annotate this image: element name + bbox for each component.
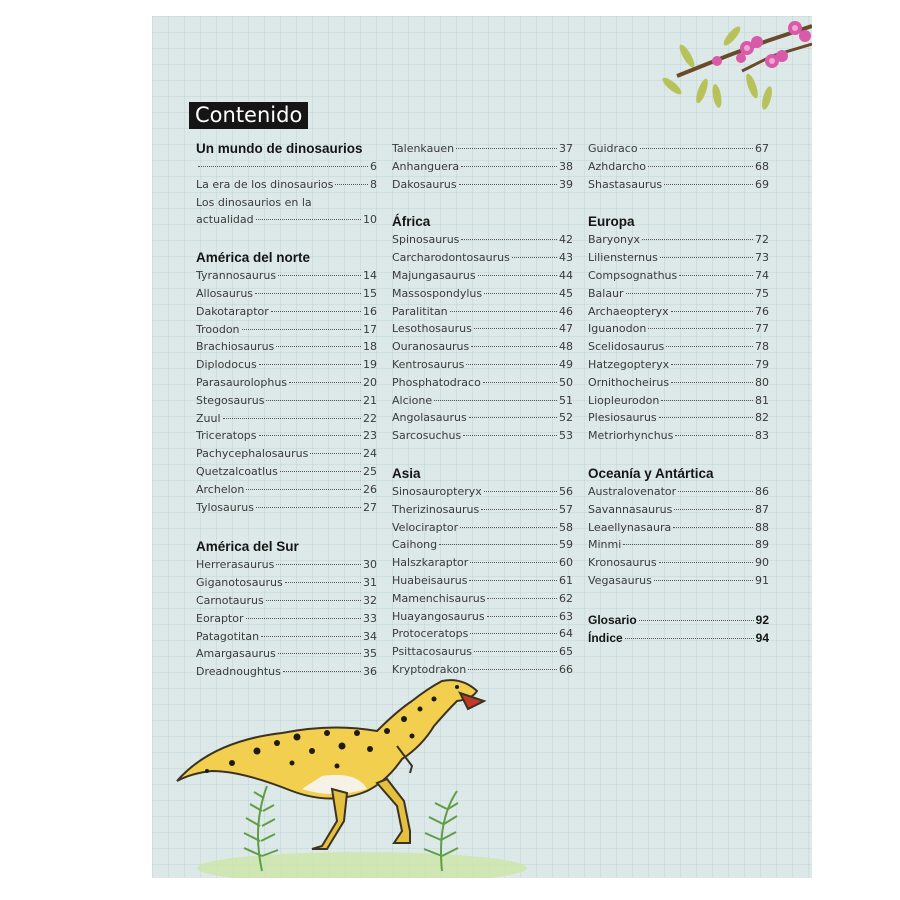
toc-entry-title: Vegasaurus bbox=[588, 573, 652, 587]
dot-leader bbox=[259, 435, 361, 436]
toc-entry[interactable] bbox=[588, 140, 769, 158]
toc-entry-page: 92 bbox=[755, 612, 769, 627]
toc-entry[interactable] bbox=[588, 320, 769, 338]
toc-entry-title: Metriorhynchus bbox=[588, 429, 674, 443]
dot-leader bbox=[459, 184, 557, 185]
toc-entry[interactable] bbox=[392, 231, 573, 249]
toc-entry-title: Huayangosaurus bbox=[392, 609, 485, 623]
toc-entry-title: Shastasaurus bbox=[588, 177, 663, 191]
dot-leader bbox=[278, 275, 361, 276]
toc-entry[interactable] bbox=[392, 249, 573, 267]
dot-leader bbox=[271, 311, 361, 312]
toc-entry-page: 25 bbox=[363, 464, 377, 478]
dot-leader bbox=[266, 400, 361, 401]
toc-entry[interactable] bbox=[588, 231, 769, 249]
toc-entry-page: 79 bbox=[755, 357, 769, 371]
toc-entry-title: Caihong bbox=[392, 538, 438, 552]
dot-leader bbox=[674, 509, 753, 510]
toc-entry[interactable] bbox=[392, 409, 573, 427]
toc-entry-page: 94 bbox=[755, 630, 769, 645]
toc-entry-title: Anhanguera bbox=[392, 159, 460, 173]
dot-leader bbox=[666, 346, 753, 347]
toc-entry[interactable] bbox=[196, 392, 377, 410]
toc-entry-page: 50 bbox=[559, 375, 573, 389]
toc-entry-page: 42 bbox=[559, 233, 573, 247]
dot-leader bbox=[276, 564, 361, 565]
toc-entry[interactable] bbox=[196, 321, 377, 339]
dot-leader bbox=[512, 257, 557, 258]
toc-entry-title: Patagotitan bbox=[196, 629, 260, 643]
toc-entry-title: Australovenator bbox=[588, 484, 677, 498]
dot-leader bbox=[246, 618, 362, 619]
dot-leader bbox=[289, 382, 361, 383]
toc-entry-page: 34 bbox=[363, 629, 377, 643]
toc-entry-page: 61 bbox=[559, 573, 573, 587]
toc-entry[interactable] bbox=[196, 499, 377, 517]
toc-entry-title: Massospondylus bbox=[392, 286, 483, 300]
toc-entry-page: 22 bbox=[363, 411, 377, 425]
toc-entry-title: Therizinosaurus bbox=[392, 502, 480, 516]
dot-leader bbox=[659, 562, 753, 563]
toc-entry-page: 57 bbox=[559, 502, 573, 516]
dot-leader bbox=[460, 527, 557, 528]
toc-entry[interactable] bbox=[392, 374, 573, 392]
toc-entry[interactable] bbox=[588, 249, 769, 267]
toc-entry[interactable] bbox=[588, 501, 769, 519]
toc-entry-page: 32 bbox=[363, 593, 377, 607]
toc-entry-page: 72 bbox=[755, 233, 769, 247]
dot-leader bbox=[259, 364, 361, 365]
dot-leader bbox=[664, 184, 753, 185]
dot-leader bbox=[285, 582, 361, 583]
section-heading-africa: África bbox=[392, 214, 431, 230]
toc-entry-title: Savannasaurus bbox=[588, 502, 673, 516]
toc-entry-page: 73 bbox=[755, 251, 769, 265]
toc-column-3 bbox=[588, 140, 769, 647]
toc-entry[interactable] bbox=[392, 285, 573, 303]
dot-leader bbox=[625, 638, 754, 639]
toc-entry-page: 17 bbox=[363, 322, 377, 336]
toc-entry-title: Baryonyx bbox=[588, 233, 641, 247]
toc-entry[interactable]: 6 bbox=[196, 158, 377, 176]
toc-entry[interactable] bbox=[392, 356, 573, 374]
toc-entry-page: 52 bbox=[559, 411, 573, 425]
dot-leader bbox=[461, 239, 557, 240]
toc-entry[interactable] bbox=[196, 592, 377, 610]
toc-entry-title: Halszkaraptor bbox=[392, 556, 469, 570]
dot-leader bbox=[659, 417, 753, 418]
toc-entry-title: Herrerasaurus bbox=[196, 558, 275, 572]
dot-leader bbox=[469, 417, 557, 418]
dot-leader bbox=[623, 544, 753, 545]
toc-entry[interactable] bbox=[588, 427, 769, 445]
toc-entry-page: 33 bbox=[363, 611, 377, 625]
dot-leader bbox=[223, 418, 361, 419]
toc-entry-page: 18 bbox=[363, 340, 377, 354]
toc-entry-page: 51 bbox=[559, 393, 573, 407]
toc-entry-title: Liopleurodon bbox=[588, 393, 660, 407]
toc-entry[interactable] bbox=[392, 392, 573, 410]
toc-entry[interactable] bbox=[588, 356, 769, 374]
toc-entry-title: Parasaurolophus bbox=[196, 375, 288, 389]
toc-entry-title: Archaeopteryx bbox=[588, 304, 669, 318]
toc-entry-page: 26 bbox=[363, 482, 377, 496]
toc-entry-page: 90 bbox=[755, 556, 769, 570]
toc-entry-page: 74 bbox=[755, 268, 769, 282]
toc-entry-page: 30 bbox=[363, 558, 377, 572]
toc-entry-title: Spinosaurus bbox=[392, 233, 460, 247]
toc-entry-title: Sinosauropteryx bbox=[392, 484, 482, 498]
toc-entry[interactable] bbox=[392, 554, 573, 572]
toc-entry[interactable] bbox=[392, 536, 573, 554]
toc-entry-page: 63 bbox=[559, 609, 573, 623]
dot-leader bbox=[256, 507, 361, 508]
dot-leader bbox=[481, 509, 557, 510]
toc-entry-title: Liliensternus bbox=[588, 251, 658, 265]
toc-entry[interactable] bbox=[392, 158, 573, 176]
toc-entry[interactable] bbox=[392, 625, 573, 643]
dot-leader bbox=[461, 166, 557, 167]
toc-entry[interactable] bbox=[392, 320, 573, 338]
toc-entry[interactable] bbox=[196, 463, 377, 481]
toc-entry-page: 53 bbox=[559, 429, 573, 443]
toc-entry-title: Pachycephalosaurus bbox=[196, 447, 309, 461]
toc-entry-page: 69 bbox=[755, 177, 769, 191]
toc-entry-title: Brachiosaurus bbox=[196, 340, 275, 354]
toc-entry[interactable] bbox=[588, 285, 769, 303]
toc-entry[interactable] bbox=[392, 643, 573, 661]
toc-entry-page: 44 bbox=[559, 268, 573, 282]
toc-entry[interactable] bbox=[588, 374, 769, 392]
dot-leader bbox=[660, 257, 753, 258]
toc-entry-page: 80 bbox=[755, 375, 769, 389]
toc-entry[interactable] bbox=[196, 267, 377, 285]
toc-entry-title: Scelidosaurus bbox=[588, 340, 665, 354]
toc-entry-title: Dakosaurus bbox=[392, 177, 457, 191]
dot-leader bbox=[468, 669, 557, 670]
dot-leader bbox=[439, 544, 557, 545]
toc-entry-title: Compsognathus bbox=[588, 268, 678, 282]
toc-entry-page: 76 bbox=[755, 304, 769, 318]
toc-entry-page: 16 bbox=[363, 304, 377, 318]
dot-leader bbox=[255, 293, 361, 294]
toc-entry-page: 60 bbox=[559, 556, 573, 570]
toc-entry-title: Dreadnoughtus bbox=[196, 665, 281, 679]
toc-entry[interactable] bbox=[196, 610, 377, 628]
dot-leader bbox=[671, 364, 753, 365]
toc-entry-title: Psittacosaurus bbox=[392, 645, 473, 659]
section-heading-europe: Europa bbox=[588, 214, 635, 230]
toc-entry[interactable] bbox=[196, 645, 377, 663]
dot-leader bbox=[276, 346, 361, 347]
toc-entry[interactable] bbox=[392, 140, 573, 158]
dot-leader bbox=[242, 329, 361, 330]
toc-entry-title: Huabeisaurus bbox=[392, 573, 468, 587]
toc-entry-page: 75 bbox=[755, 286, 769, 300]
dot-leader bbox=[456, 148, 557, 149]
toc-entry-title: Guidraco bbox=[588, 142, 638, 155]
toc-entry-page: 39 bbox=[559, 177, 573, 191]
toc-entry-page: 78 bbox=[755, 340, 769, 354]
toc-entry[interactable] bbox=[392, 267, 573, 285]
toc-entry-title: Majungasaurus bbox=[392, 268, 476, 282]
toc-entry[interactable] bbox=[392, 427, 573, 445]
toc-entry[interactable] bbox=[588, 612, 769, 630]
dot-leader bbox=[626, 293, 753, 294]
toc-entry-page: 91 bbox=[755, 573, 769, 587]
dot-leader bbox=[246, 489, 361, 490]
toc-entry[interactable] bbox=[588, 158, 769, 176]
toc-entry-title: Quetzalcoatlus bbox=[196, 464, 278, 478]
toc-entry-page: 24 bbox=[363, 447, 377, 461]
toc-entry-page: 31 bbox=[363, 576, 377, 590]
toc-entry-page: 77 bbox=[755, 322, 769, 336]
toc-entry-page: 89 bbox=[755, 538, 769, 552]
dot-leader bbox=[483, 382, 557, 383]
toc-entry[interactable] bbox=[196, 338, 377, 356]
toc-entry[interactable] bbox=[392, 608, 573, 626]
toc-entry-title: Glosario bbox=[588, 612, 637, 627]
toc-entry-page: 23 bbox=[363, 429, 377, 443]
toc-entry-title: Ornithocheirus bbox=[588, 375, 670, 389]
toc-entry-page: 20 bbox=[363, 375, 377, 389]
toc-entry[interactable] bbox=[588, 392, 769, 410]
dot-leader bbox=[463, 435, 557, 436]
toc-entry[interactable] bbox=[392, 590, 573, 608]
dot-leader bbox=[671, 311, 753, 312]
dot-leader bbox=[678, 491, 753, 492]
toc-entry[interactable] bbox=[588, 536, 769, 554]
toc-entry-title: Paralititan bbox=[392, 304, 448, 318]
dot-leader bbox=[484, 491, 557, 492]
toc-column-1 bbox=[196, 140, 377, 681]
section-heading-asia: Asia bbox=[392, 465, 421, 481]
toc-entry-title: Leaellynasaura bbox=[588, 520, 672, 534]
toc-entry-title: Eoraptor bbox=[196, 611, 244, 625]
toc-entry-page: 15 bbox=[363, 286, 377, 300]
toc-entry[interactable] bbox=[196, 481, 377, 499]
toc-entry-title: Phosphatodraco bbox=[392, 375, 481, 389]
toc-entry[interactable] bbox=[196, 427, 377, 445]
dot-leader bbox=[673, 527, 753, 528]
blossom-branch-illustration bbox=[657, 16, 812, 111]
dot-leader bbox=[278, 653, 361, 654]
dot-leader bbox=[266, 600, 361, 601]
toc-entry-title: Diplodocus bbox=[196, 358, 257, 372]
toc-entry-page: 48 bbox=[559, 340, 573, 354]
toc-entry[interactable] bbox=[196, 410, 377, 428]
toc-entry-title: Amargasaurus bbox=[196, 647, 276, 661]
toc-entry-title: Allosaurus bbox=[196, 286, 254, 300]
toc-entry-title: Protoceratops bbox=[392, 627, 469, 641]
toc-entry[interactable] bbox=[588, 519, 769, 537]
toc-entry-page: 43 bbox=[559, 251, 573, 265]
dot-leader bbox=[198, 166, 368, 167]
dot-leader bbox=[484, 293, 557, 294]
toc-entry[interactable] bbox=[392, 519, 573, 537]
toc-entry-page: 65 bbox=[559, 645, 573, 659]
dot-leader bbox=[661, 400, 753, 401]
section-heading-south-america: América del Sur bbox=[196, 539, 299, 555]
toc-entry[interactable] bbox=[588, 338, 769, 356]
dot-leader bbox=[450, 311, 557, 312]
toc-entry-page: 66 bbox=[559, 662, 573, 676]
dot-leader bbox=[466, 364, 557, 365]
toc-entry[interactable]: La era de los dinosaurios 8 bbox=[196, 177, 377, 191]
toc-entry-page: 83 bbox=[755, 429, 769, 443]
dot-leader bbox=[654, 580, 753, 581]
toc-entry-title: Minmi bbox=[588, 538, 622, 552]
toc-entry-title: Hatzegopteryx bbox=[588, 357, 670, 371]
dot-leader bbox=[487, 616, 557, 617]
dot-leader bbox=[310, 453, 361, 454]
toc-entry[interactable] bbox=[392, 176, 573, 194]
toc-entry-title: Troodon bbox=[196, 322, 240, 336]
toc-entry[interactable] bbox=[196, 574, 377, 592]
toc-entry-page: 49 bbox=[559, 357, 573, 371]
toc-entry-page: 56 bbox=[559, 484, 573, 498]
toc-entry-title: Angolasaurus bbox=[392, 411, 467, 425]
section-heading-oceania: Oceanía y Antártica bbox=[588, 465, 714, 481]
dot-leader bbox=[639, 620, 754, 621]
toc-entry-title: Mamenchisaurus bbox=[392, 591, 486, 605]
dot-leader bbox=[640, 148, 753, 149]
toc-entry[interactable] bbox=[196, 356, 377, 374]
dot-leader bbox=[469, 580, 557, 581]
toc-entry-page: 14 bbox=[363, 269, 377, 283]
toc-entry-page: 19 bbox=[363, 358, 377, 372]
toc-entry-page: 35 bbox=[363, 647, 377, 661]
dot-leader bbox=[642, 239, 753, 240]
toc-entry[interactable] bbox=[588, 572, 769, 590]
toc-entry-title: Carnotaurus bbox=[196, 593, 264, 607]
toc-entry[interactable] bbox=[196, 628, 377, 646]
toc-entry-page: 67 bbox=[755, 142, 769, 155]
section-heading-intro: Un mundo de dinosaurios bbox=[196, 141, 363, 156]
toc-entry[interactable] bbox=[196, 374, 377, 392]
toc-entry[interactable] bbox=[588, 554, 769, 572]
toc-entry-title: Kryptodrakon bbox=[392, 662, 467, 676]
toc-entry[interactable] bbox=[588, 630, 769, 648]
toc-entry[interactable] bbox=[196, 303, 377, 321]
toc-entry-page: 81 bbox=[755, 393, 769, 407]
dot-leader bbox=[671, 382, 753, 383]
toc-entry[interactable] bbox=[392, 303, 573, 321]
toc-entry[interactable]: Los dinosaurios en la actualidad 10 bbox=[196, 195, 377, 227]
toc-entry-page: 45 bbox=[559, 286, 573, 300]
toc-entry-title: Índice bbox=[588, 630, 623, 645]
toc-entry-title: Talenkauen bbox=[392, 142, 455, 155]
toc-entry-page: 38 bbox=[559, 159, 573, 173]
toc-entry-title: Dakotaraptor bbox=[196, 304, 269, 318]
toc-entry-page: 59 bbox=[559, 538, 573, 552]
toc-entry-page: 68 bbox=[755, 159, 769, 173]
dot-leader bbox=[478, 275, 557, 276]
toc-entry-title: Sarcosuchus bbox=[392, 429, 462, 443]
dot-leader bbox=[470, 562, 557, 563]
toc-entry-title: Alcione bbox=[392, 393, 433, 407]
dot-leader bbox=[256, 219, 361, 220]
dot-leader bbox=[280, 471, 361, 472]
toc-entry-title: Kentrosaurus bbox=[392, 357, 465, 371]
toc-entry[interactable] bbox=[392, 501, 573, 519]
toc-entry-page: 21 bbox=[363, 393, 377, 407]
toc-entry-page: 64 bbox=[559, 627, 573, 641]
toc-entry[interactable] bbox=[588, 409, 769, 427]
toc-entry-page: 37 bbox=[559, 142, 573, 155]
toc-entry-page: 87 bbox=[755, 502, 769, 516]
toc-entry[interactable] bbox=[588, 483, 769, 501]
toc-entry-page: 27 bbox=[363, 500, 377, 514]
dot-leader bbox=[471, 346, 557, 347]
dot-leader bbox=[487, 598, 557, 599]
toc-entry-title: Iguanodon bbox=[588, 322, 647, 336]
dot-leader bbox=[675, 435, 753, 436]
toc-entry-title: Velociraptor bbox=[392, 520, 459, 534]
page-title: Contenido bbox=[189, 102, 308, 129]
toc-entry-title: Carcharodontosaurus bbox=[392, 251, 510, 265]
toc-entry-title: Tyrannosaurus bbox=[196, 269, 277, 283]
dot-leader bbox=[648, 166, 753, 167]
toc-entry-page: 86 bbox=[755, 484, 769, 498]
toc-entry[interactable] bbox=[196, 556, 377, 574]
toc-entry-title: Lesothosaurus bbox=[392, 322, 472, 336]
book-page bbox=[152, 16, 812, 878]
toc-entry-title: Ouranosaurus bbox=[392, 340, 470, 354]
dot-leader bbox=[470, 633, 557, 634]
dot-leader bbox=[474, 651, 557, 652]
toc-entry-title: Giganotosaurus bbox=[196, 576, 283, 590]
toc-entry-page: 36 bbox=[363, 665, 377, 679]
toc-entry-title: Archelon bbox=[196, 482, 245, 496]
toc-entry[interactable] bbox=[392, 338, 573, 356]
dot-leader bbox=[335, 184, 368, 185]
toc-entry-page: 46 bbox=[559, 304, 573, 318]
toc-entry-page: 62 bbox=[559, 591, 573, 605]
toc-entry-page: 58 bbox=[559, 520, 573, 534]
toc-entry-title: Stegosaurus bbox=[196, 393, 265, 407]
toc-entry-page: 47 bbox=[559, 322, 573, 336]
toc-entry[interactable] bbox=[392, 572, 573, 590]
toc-column-2 bbox=[392, 140, 573, 679]
toc-entry-title: Zuul bbox=[196, 411, 221, 425]
toc-entry[interactable] bbox=[588, 267, 769, 285]
dot-leader bbox=[679, 275, 753, 276]
toc-entry-title: Azhdarcho bbox=[588, 159, 647, 173]
dot-leader bbox=[648, 328, 753, 329]
toc-entry[interactable] bbox=[588, 303, 769, 321]
toc-entry-page: 82 bbox=[755, 411, 769, 425]
toc-entry[interactable] bbox=[392, 483, 573, 501]
toc-entry-title: Kronosaurus bbox=[588, 556, 657, 570]
toc-entry[interactable] bbox=[196, 445, 377, 463]
toc-entry-title: Plesiosaurus bbox=[588, 411, 657, 425]
toc-entry-title: Balaur bbox=[588, 286, 624, 300]
dinosaur-illustration bbox=[172, 671, 492, 856]
dot-leader bbox=[434, 400, 557, 401]
section-heading-north-america: América del norte bbox=[196, 250, 311, 266]
dot-leader bbox=[261, 636, 361, 637]
toc-entry-page: 88 bbox=[755, 520, 769, 534]
toc-entry-title: Triceratops bbox=[196, 429, 257, 443]
toc-entry[interactable] bbox=[588, 176, 769, 194]
toc-entry[interactable] bbox=[196, 285, 377, 303]
dot-leader bbox=[474, 328, 557, 329]
toc-entry-title: Tylosaurus bbox=[196, 500, 254, 514]
